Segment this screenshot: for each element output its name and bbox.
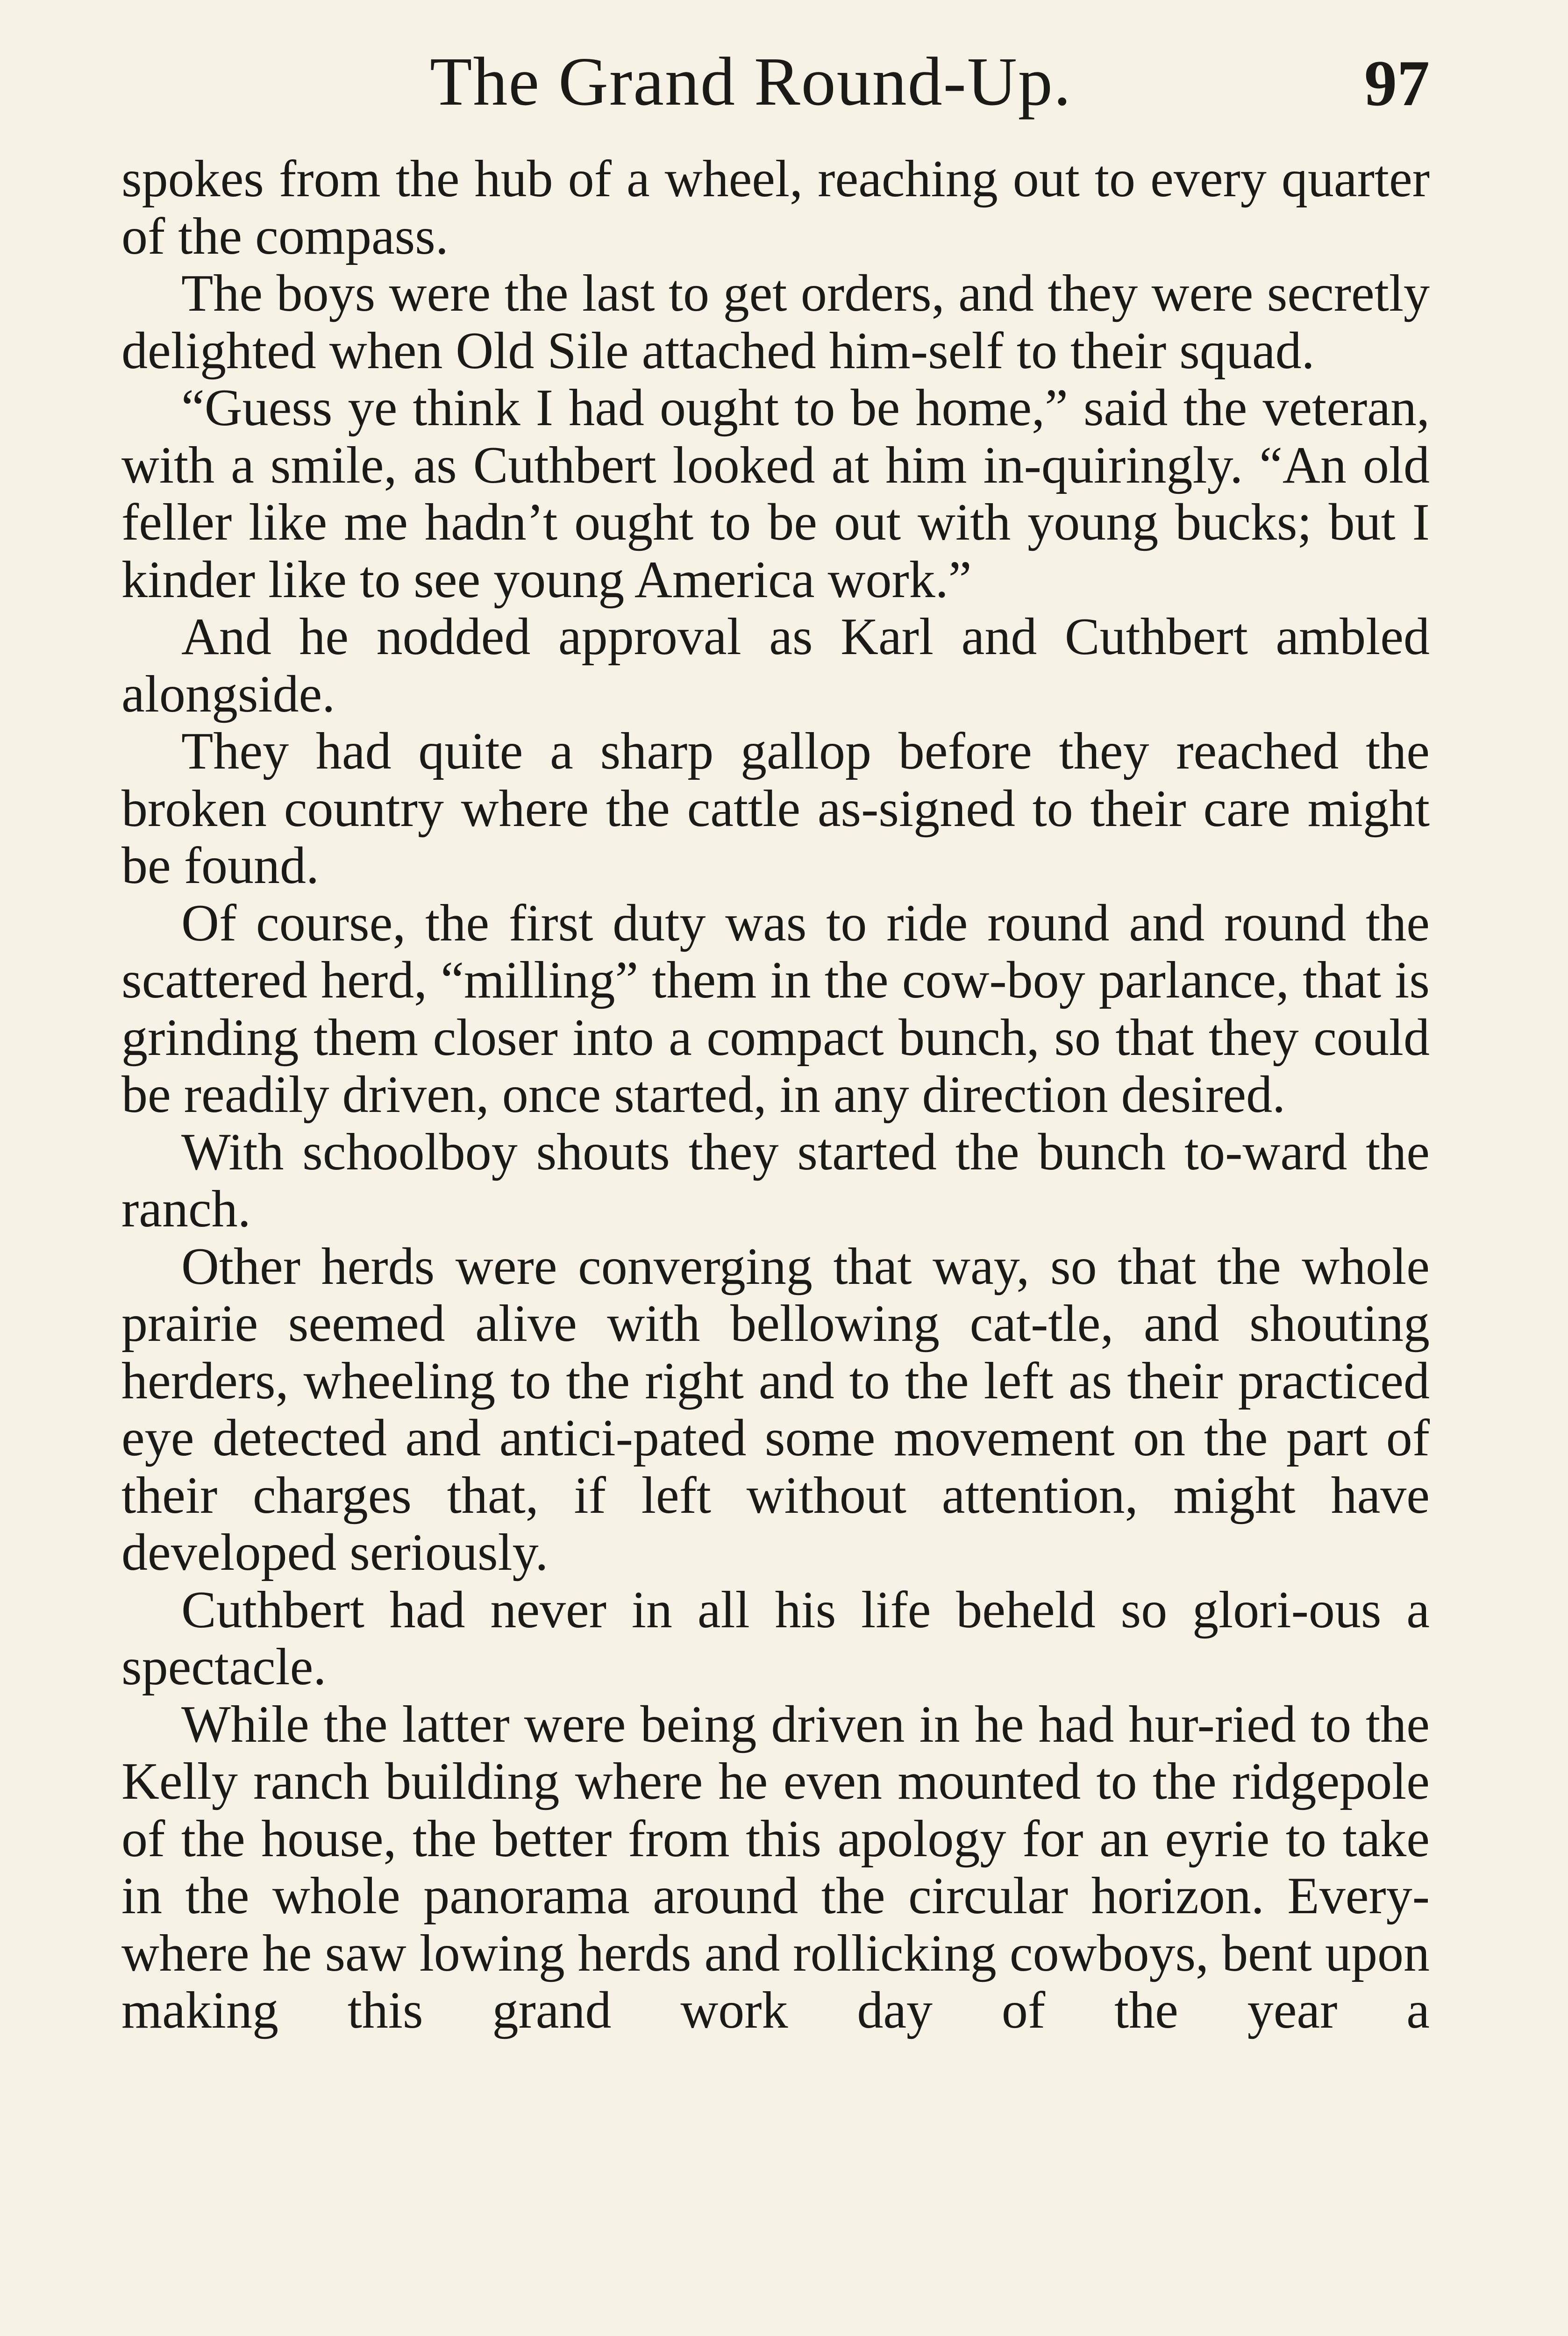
paragraph: Cuthbert had never in all his life beheld so glori-ous a spectacle. [121, 1581, 1430, 1696]
paragraph: With schoolboy shouts they started the bunch to-ward the ranch. [121, 1123, 1430, 1238]
paragraph: Of course, the first duty was to ride round and round the scattered herd, “milling” them in the cow-boy parlance, that is grinding them closer into a compact bunch, so that they could be readily driven, once started, in any direction desired. [121, 894, 1430, 1124]
page-number: 97 [1364, 47, 1430, 120]
paragraph: “Guess ye think I had ought to be home,” said the veteran, with a smile, as Cuthbert looked at him in-quiringly. “An old feller like me hadn’t ought to be out with young bucks; but I kinder like to see young America work.” [121, 379, 1430, 609]
paragraph: And he nodded approval as Karl and Cuthbert ambled alongside. [121, 608, 1430, 723]
paragraph: They had quite a sharp gallop before they reached the broken country where the cattle as-signed to their care might be found. [121, 722, 1430, 895]
body-text [121, 150, 1430, 2039]
chapter-title: The Grand Round-Up. [430, 43, 1072, 120]
running-head [121, 33, 1430, 126]
paragraph: While the latter were being driven in he had hur-ried to the Kelly ranch building where he even mounted to the ridgepole of the house, the better from this apology for an eyrie to take in the whole panorama around the circular horizon. Every-where he saw lowing herds and rollicking cowboys, bent upon making this grand work day of the year a [121, 1695, 1430, 2039]
paragraph: The boys were the last to get orders, and they were secretly delighted when Old Sile attached him-self to their squad. [121, 264, 1430, 380]
paragraph: spokes from the hub of a wheel, reaching out to every quarter of the compass. [121, 150, 1430, 265]
paragraph: Other herds were converging that way, so that the whole prairie seemed alive with bellowing cat-tle, and shouting herders, wheeling to the right and to the left as their practiced eye detected and antici-pated some movement on the part of their charges that, if left without attention, might have developed seriously. [121, 1237, 1430, 1581]
